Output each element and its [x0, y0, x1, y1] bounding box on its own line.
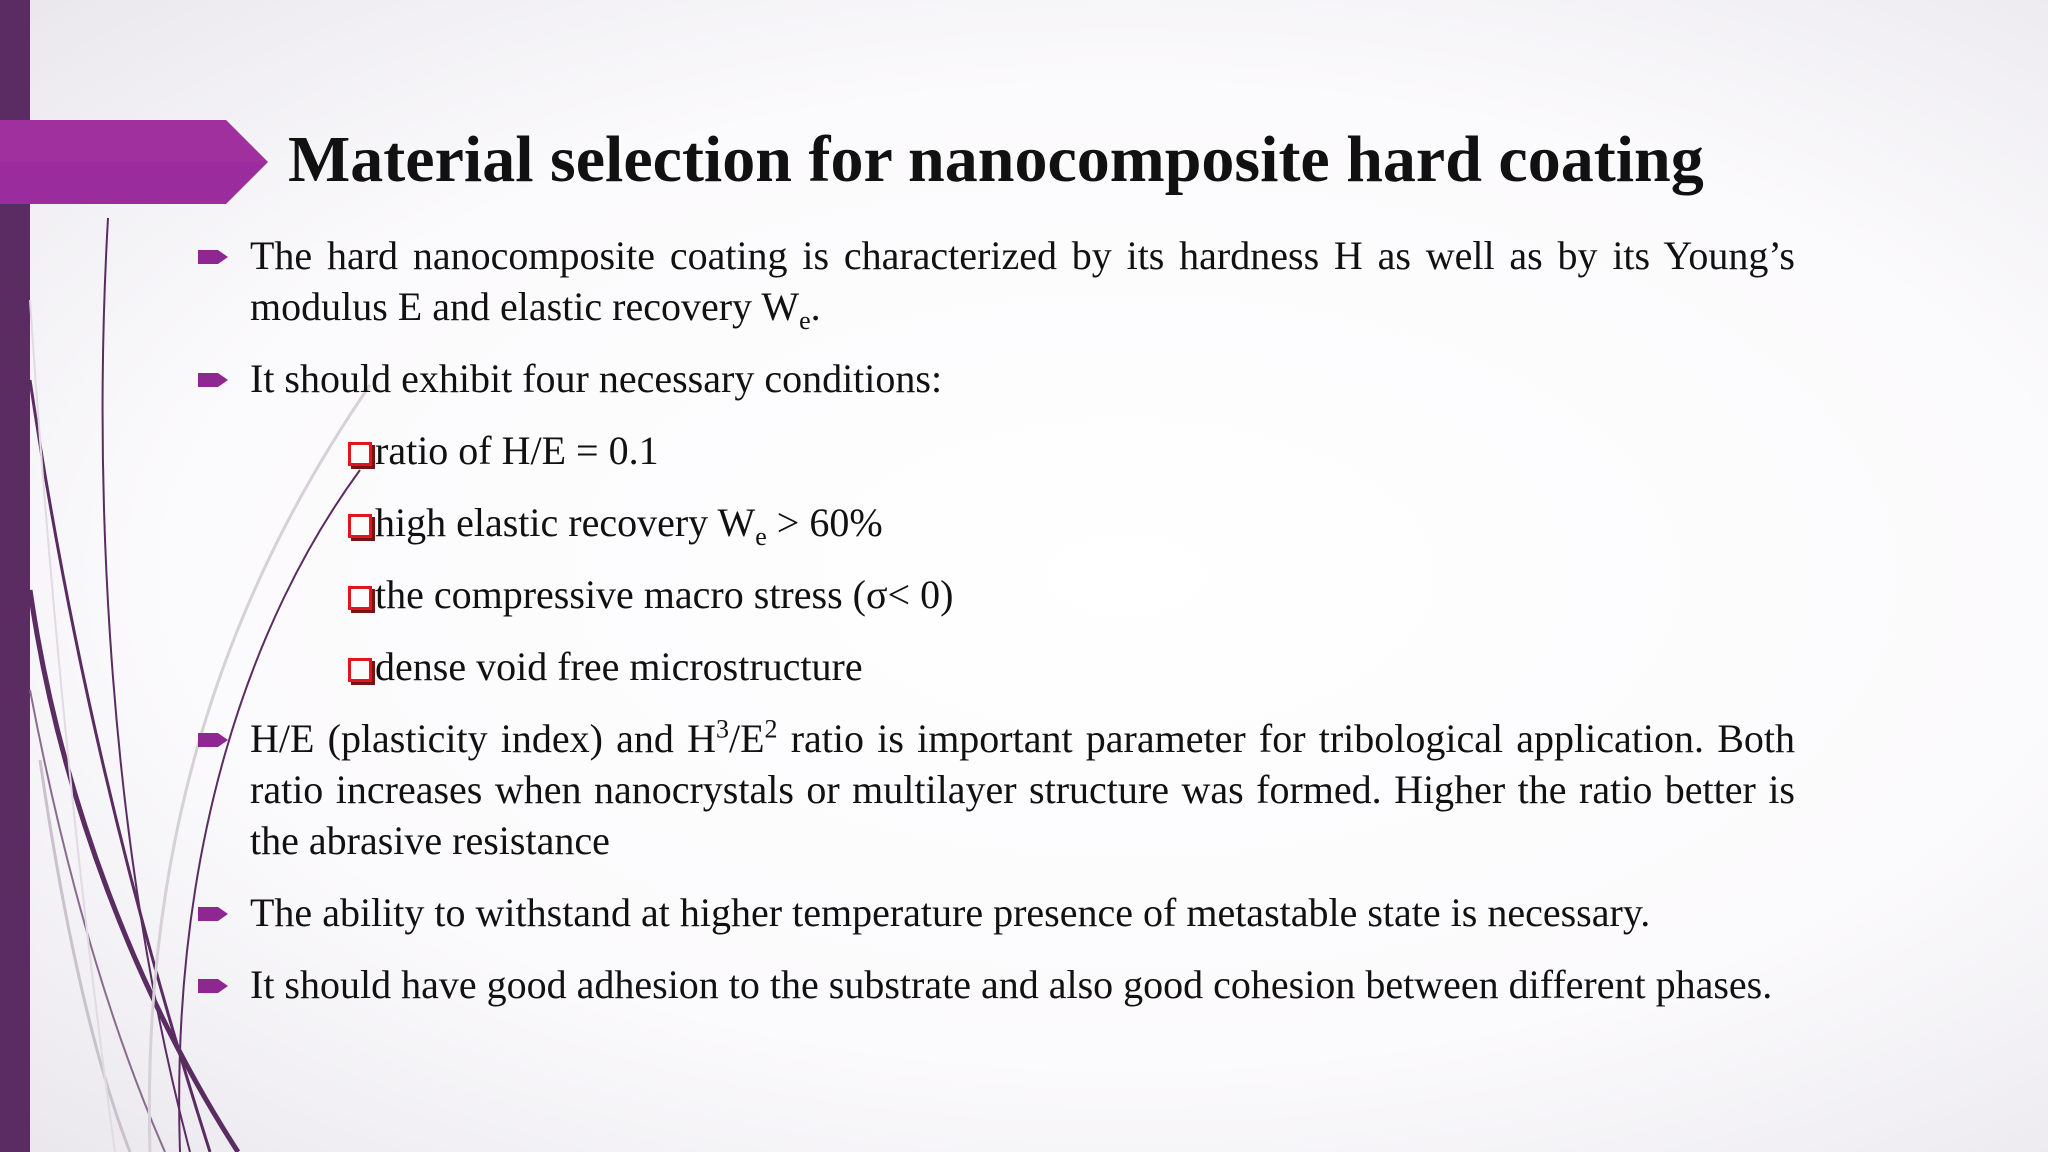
superscript-3: 3	[715, 714, 729, 744]
bullet-item	[190, 887, 1795, 938]
bullet-text-end: ratio is important parameter for tribological application. Both ratio increases when nanocrystals or multilayer structure was formed. Higher the ratio better is the abrasive resistance	[250, 716, 1795, 863]
arrow-bullet-icon	[196, 977, 230, 995]
bullet-item	[190, 353, 1795, 404]
condition-item	[190, 497, 1795, 551]
checkbox-icon	[348, 442, 372, 466]
arrow-bullet-icon	[196, 731, 230, 749]
bullet-text: H/E (plasticity index) and H	[250, 716, 716, 761]
bullet-text-mid: /E	[728, 716, 765, 761]
slide-content	[190, 230, 1795, 1031]
bullet-text: It should have good adhesion to the substrate and also good cohesion between different phases.	[250, 962, 1773, 1007]
condition-item	[190, 425, 1795, 476]
bullet-item	[190, 230, 1795, 335]
slide-title: Material selection for nanocomposite hard coating	[288, 123, 1704, 196]
bullet-text: It should exhibit four necessary conditions:	[250, 356, 943, 401]
title-arrow-highlight	[0, 120, 268, 162]
condition-text-end: > 60%	[766, 500, 883, 545]
deco-curve-dark-3	[103, 218, 190, 1152]
deco-curve-mid-1	[30, 690, 165, 1152]
superscript-2: 2	[764, 714, 778, 744]
subscript-e: e	[755, 522, 767, 551]
condition-item	[190, 641, 1795, 692]
checkbox-icon	[348, 658, 372, 682]
condition-text: high elastic recovery W	[375, 500, 756, 545]
checkbox-icon	[348, 586, 372, 610]
bullet-item	[190, 959, 1795, 1010]
bullet-item	[190, 713, 1795, 866]
bullet-text: The hard nanocomposite coating is characterized by its hardness H as well as by its Young’s modulus E and elastic recovery W	[250, 233, 1795, 329]
arrow-bullet-icon	[196, 248, 230, 266]
arrow-bullet-icon	[196, 905, 230, 923]
condition-text: dense void free microstructure	[375, 644, 863, 689]
checkbox-icon	[348, 514, 372, 538]
condition-text: ratio of H/E = 0.1	[375, 428, 659, 473]
bullet-text-end: .	[810, 284, 821, 329]
condition-item	[190, 569, 1795, 620]
arrow-bullet-icon	[196, 371, 230, 389]
condition-text: the compressive macro stress (σ< 0)	[375, 572, 954, 617]
subscript-e: e	[799, 306, 811, 335]
bullet-text: The ability to withstand at higher temperature presence of metastable state is necessary.	[250, 890, 1651, 935]
